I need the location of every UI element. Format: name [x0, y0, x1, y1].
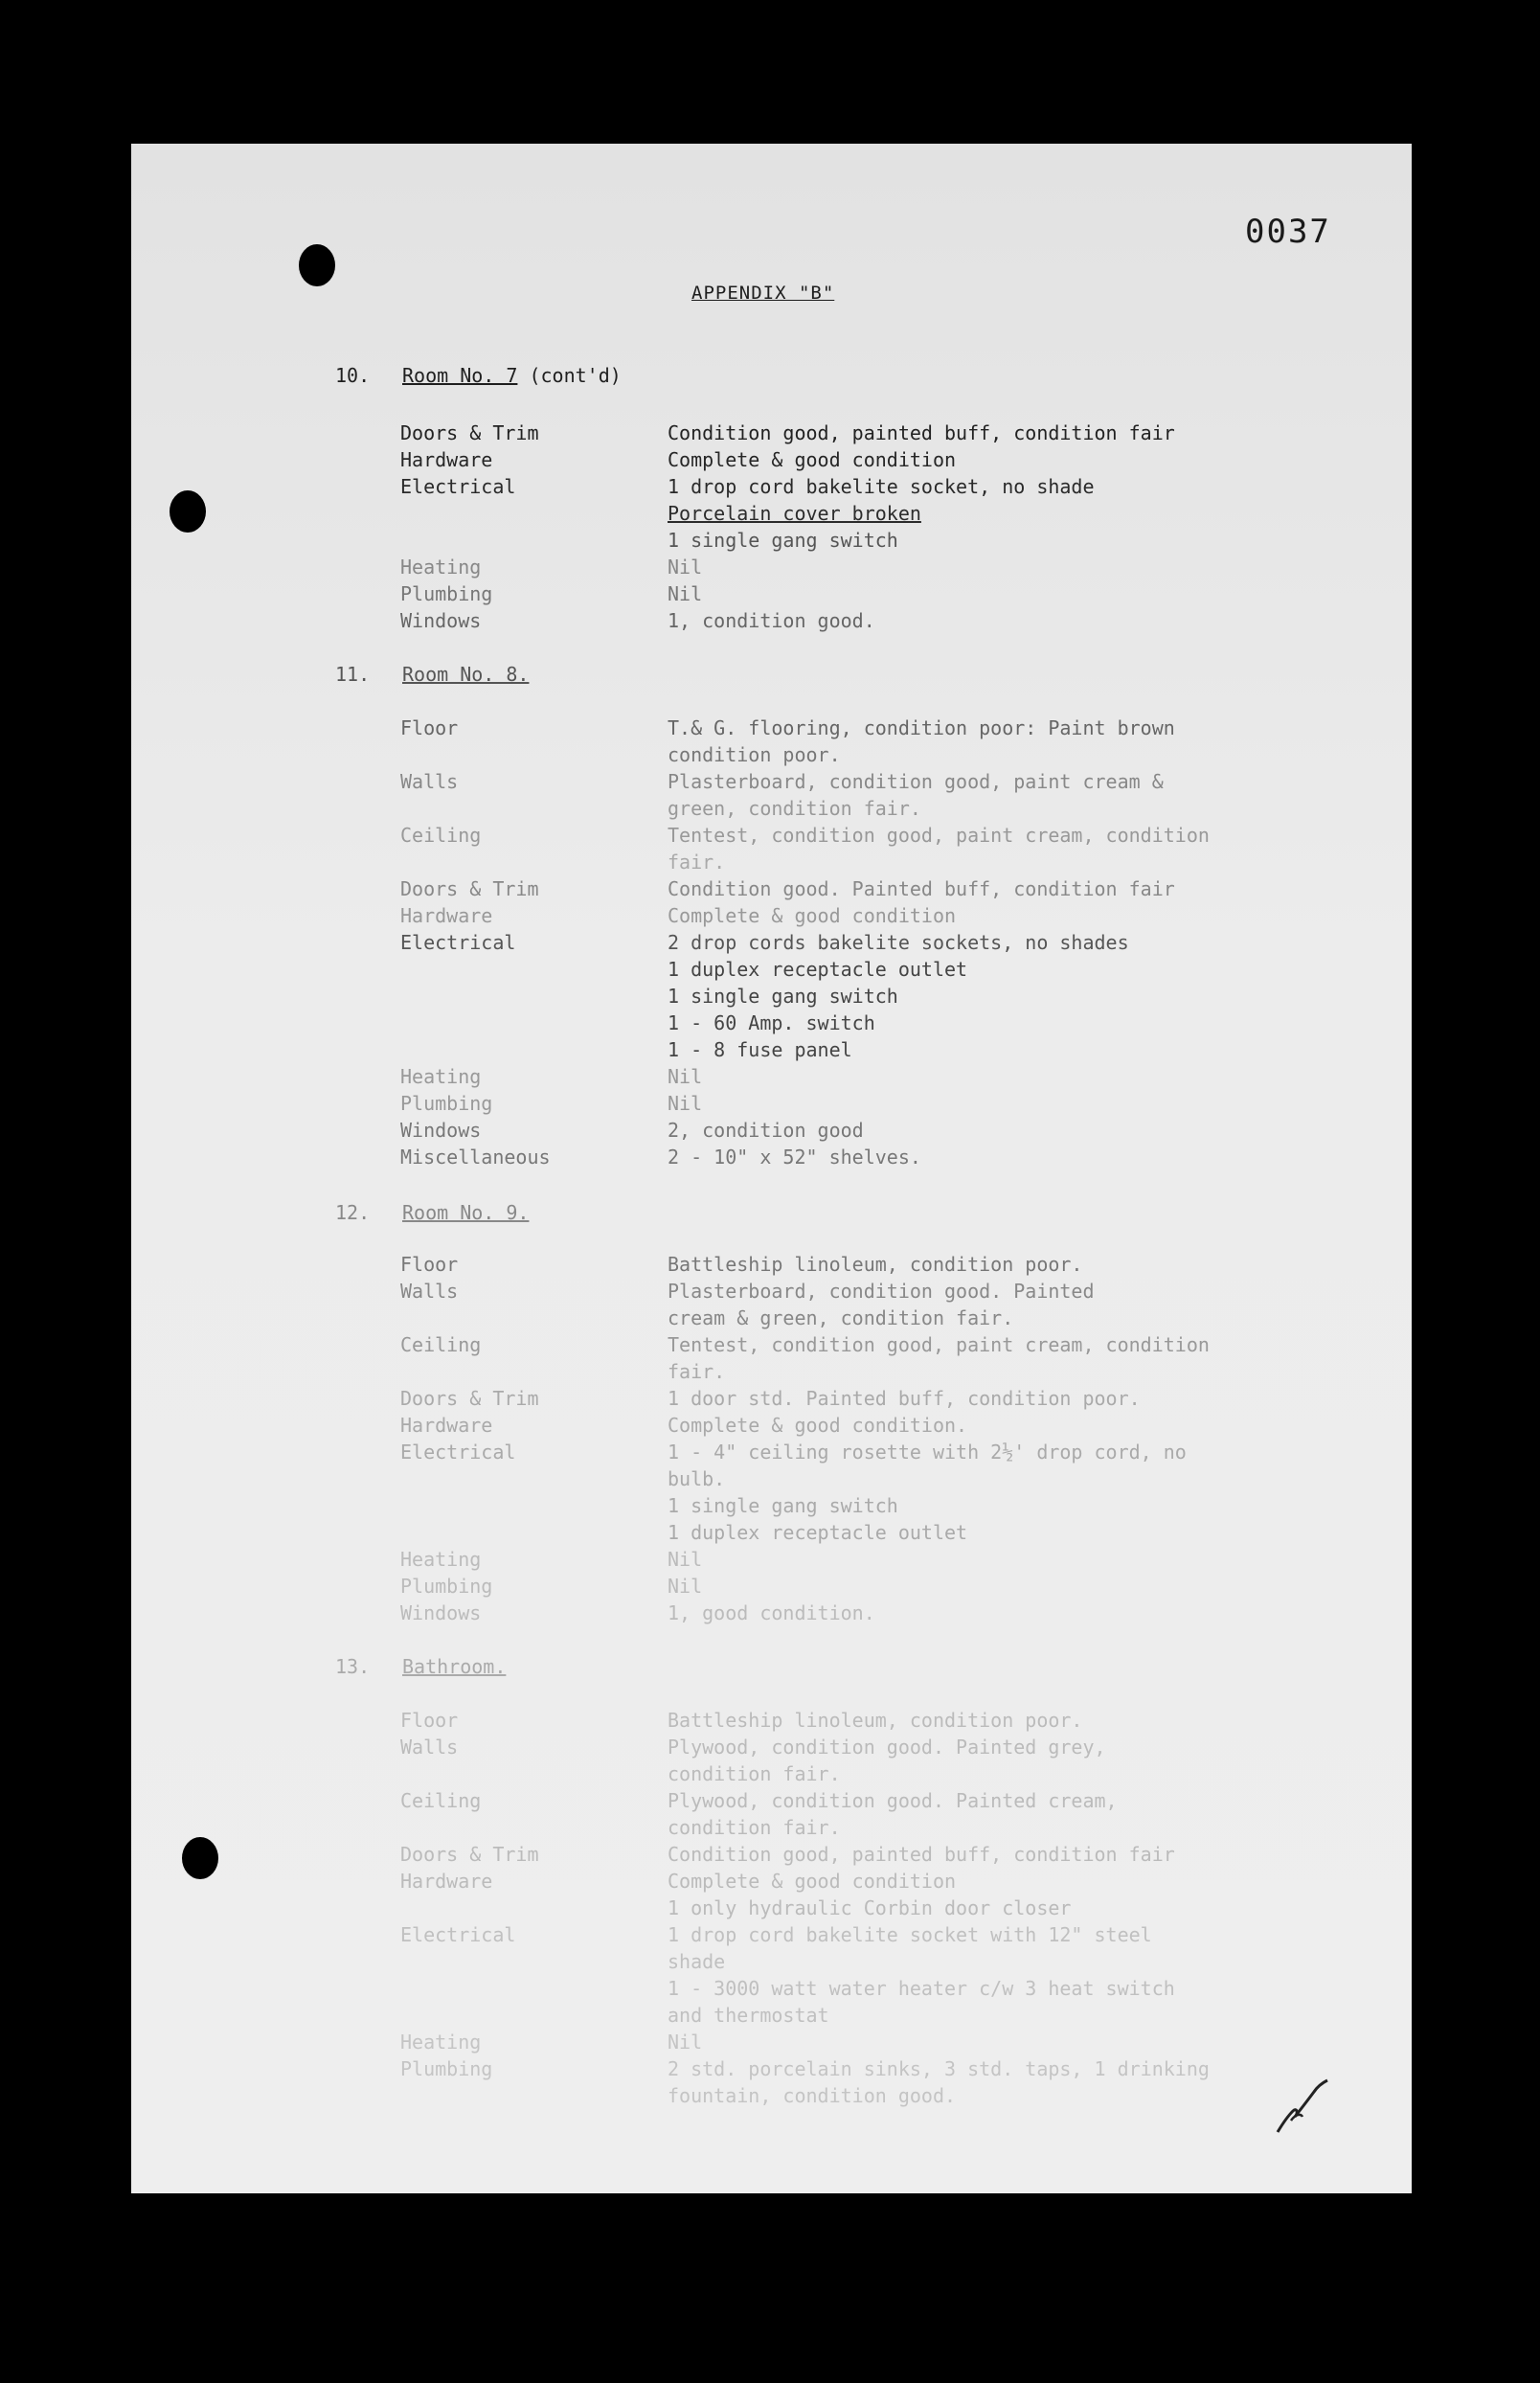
item-label: Floor	[400, 1253, 459, 1276]
item-value: 1 single gang switch	[668, 985, 898, 1008]
item-value: condition fair.	[668, 1816, 841, 1839]
item-value: Battleship linoleum, condition poor.	[668, 1253, 1083, 1276]
item-label: Hardware	[400, 1414, 493, 1437]
item-value: Plywood, condition good. Painted grey,	[668, 1736, 1106, 1759]
item-value: fair.	[668, 1360, 726, 1383]
item-value: fountain, condition good.	[668, 2084, 957, 2107]
item-value: Nil	[668, 1548, 703, 1571]
item-value: Plywood, condition good. Painted cream,	[668, 1789, 1118, 1812]
item-label: Heating	[400, 1065, 482, 1088]
item-value: 1 - 60 Amp. switch	[668, 1011, 875, 1034]
item-value: 1 only hydraulic Corbin door closer	[668, 1896, 1072, 1919]
item-label: Floor	[400, 716, 459, 739]
item-value: shade	[668, 1950, 726, 1973]
item-value: Condition good, painted buff, condition fair	[668, 1843, 1175, 1866]
item-label: Walls	[400, 770, 459, 793]
item-label: Electrical	[400, 1441, 516, 1464]
item-label: Doors & Trim	[400, 1387, 539, 1410]
item-value: green, condition fair.	[668, 797, 921, 820]
item-value: Nil	[668, 1575, 703, 1598]
item-label: Electrical	[400, 931, 516, 954]
section-title: Room No. 9.	[402, 1201, 530, 1224]
item-label: Windows	[400, 1119, 482, 1142]
item-value: Complete & good condition	[668, 1870, 957, 1893]
item-value: Complete & good condition	[668, 448, 957, 471]
item-value: 1 duplex receptacle outlet	[668, 958, 968, 981]
item-value: 1, condition good.	[668, 609, 875, 632]
item-label: Walls	[400, 1736, 459, 1759]
item-label: Electrical	[400, 475, 516, 498]
item-value: Plasterboard, condition good, paint cream &	[668, 770, 1164, 793]
item-value: 1 - 3000 watt water heater c/w 3 heat switch	[668, 1977, 1175, 2000]
item-label: Floor	[400, 1709, 459, 1732]
item-value: Tentest, condition good, paint cream, condition	[668, 1333, 1210, 1356]
item-label: Plumbing	[400, 2057, 493, 2080]
item-label: Hardware	[400, 904, 493, 927]
item-value: Porcelain cover broken	[668, 502, 921, 525]
item-value: 2 std. porcelain sinks, 3 std. taps, 1 drinking	[668, 2057, 1210, 2080]
item-value: 2 drop cords bakelite sockets, no shades	[668, 931, 1129, 954]
item-label: Plumbing	[400, 582, 493, 605]
item-value: Nil	[668, 556, 703, 579]
item-value: Complete & good condition.	[668, 1414, 968, 1437]
item-label: Miscellaneous	[400, 1146, 551, 1169]
item-label: Plumbing	[400, 1575, 493, 1598]
item-value: Nil	[668, 1092, 703, 1115]
item-label: Hardware	[400, 1870, 493, 1893]
item-value: cream & green, condition fair.	[668, 1306, 1014, 1329]
item-value: Condition good, painted buff, condition fair	[668, 421, 1175, 444]
section-number: 10.	[335, 364, 371, 387]
item-label: Heating	[400, 2031, 482, 2054]
item-label: Plumbing	[400, 1092, 493, 1115]
section-number: 12.	[335, 1201, 371, 1224]
section-title: Bathroom.	[402, 1655, 507, 1678]
item-value: and thermostat	[668, 2004, 829, 2027]
item-label: Doors & Trim	[400, 877, 539, 900]
item-label: Ceiling	[400, 1789, 482, 1812]
item-value: 1 drop cord bakelite socket with 12" steel	[668, 1923, 1152, 1946]
item-value: Battleship linoleum, condition poor.	[668, 1709, 1083, 1732]
item-label: Doors & Trim	[400, 1843, 539, 1866]
section-title: Room No. 8.	[402, 663, 530, 686]
document-title: APPENDIX "B"	[691, 283, 835, 304]
item-value: 1 door std. Painted buff, condition poor.	[668, 1387, 1141, 1410]
item-value: 1, good condition.	[668, 1601, 875, 1624]
item-label: Walls	[400, 1280, 459, 1303]
item-label: Windows	[400, 609, 482, 632]
page-number: 0037	[1245, 213, 1331, 251]
section-number: 13.	[335, 1655, 371, 1678]
item-value: 1 - 4" ceiling rosette with 2½' drop cord, no	[668, 1441, 1187, 1464]
item-value: 2, condition good	[668, 1119, 864, 1142]
item-value: Nil	[668, 1065, 703, 1088]
item-value: 1 drop cord bakelite socket, no shade	[668, 475, 1095, 498]
item-value: Tentest, condition good, paint cream, condition	[668, 824, 1210, 847]
item-label: Electrical	[400, 1923, 516, 1946]
item-value: condition poor.	[668, 743, 841, 766]
item-value: Complete & good condition	[668, 904, 957, 927]
item-label: Ceiling	[400, 824, 482, 847]
item-label: Windows	[400, 1601, 482, 1624]
item-value: Condition good. Painted buff, condition fair	[668, 877, 1175, 900]
item-value: condition fair.	[668, 1762, 841, 1785]
section-title: Room No. 7	[402, 364, 518, 387]
item-value: T.& G. flooring, condition poor: Paint brown	[668, 716, 1175, 739]
item-label: Ceiling	[400, 1333, 482, 1356]
item-value: 1 single gang switch	[668, 1494, 898, 1517]
item-value: 2 - 10" x 52" shelves.	[668, 1146, 921, 1169]
item-value: Nil	[668, 2031, 703, 2054]
item-value: Nil	[668, 582, 703, 605]
item-label: Hardware	[400, 448, 493, 471]
item-label: Doors & Trim	[400, 421, 539, 444]
section-number: 11.	[335, 663, 371, 686]
item-value: fair.	[668, 851, 726, 874]
item-label: Heating	[400, 1548, 482, 1571]
item-value: 1 single gang switch	[668, 529, 898, 552]
item-value: 1 - 8 fuse panel	[668, 1038, 852, 1061]
item-value: 1 duplex receptacle outlet	[668, 1521, 968, 1544]
section-title-suffix: (cont'd)	[517, 364, 622, 387]
item-label: Heating	[400, 556, 482, 579]
item-value: Plasterboard, condition good. Painted	[668, 1280, 1095, 1303]
item-value: bulb.	[668, 1467, 726, 1490]
handwritten-initials	[1274, 2078, 1331, 2136]
